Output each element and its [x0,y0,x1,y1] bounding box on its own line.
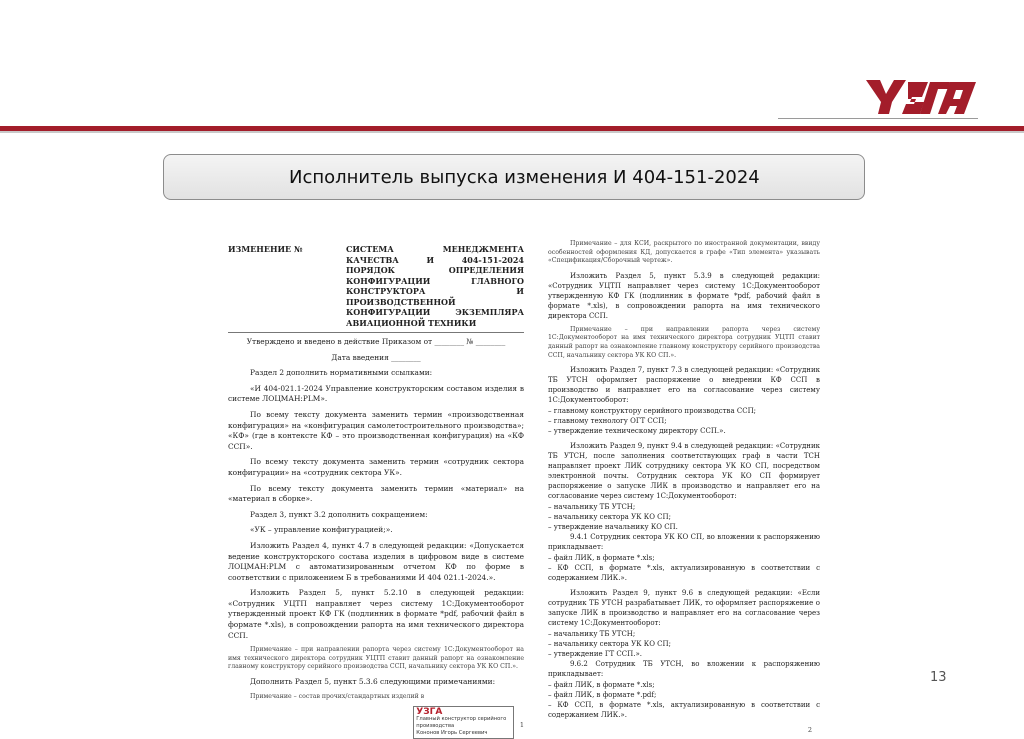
list-item: – КФ ССП, в формате *.xls, актуализированную в соответствии с содержанием ЛИК.». [548,701,820,720]
document-title: СИСТЕМА МЕНЕДЖМЕНТА КАЧЕСТВА И 404-151-2024 ПОРЯДОК ОПРЕДЕЛЕНИЯ КОНФИГУРАЦИИ ГЛАВНОГО КОНСТРУКТОРА И ПРОИЗВОДСТВЕННОЙ КОНФИГУРАЦИИ ЭКЗЕМПЛЯРА АВИАЦИОННОЙ ТЕХНИКИ [346,244,524,328]
paragraph: 9.4.1 Сотрудник сектора УК КО СП, во вложении к распоряжению прикладывает: [548,533,820,552]
list-item: – утверждение ГТ ССП.». [548,650,642,659]
paragraph: По всему тексту документа заменить термин «сотрудник сектора конфигурации» на «сотрудник сектора УК». [228,457,524,477]
note: Примечание – для КСИ, раскрытого по иностранной документации, ввиду особенностей оформления КД, допускается в графе «Тип элемента» указывать «Спецификация/Сборочный чертеж». [548,240,820,265]
note: Примечание – состав прочих/стандартных изделий в [250,692,425,700]
paragraph: 9.6.2 Сотрудник ТБ УТСН, во вложении к распоряжению прикладывает: [548,660,820,679]
slide-title-box [163,154,865,200]
list-item: – утверждение техническому директору ССП.». [548,427,726,436]
change-number-label: ИЗМЕНЕНИЕ № [228,244,303,254]
paragraph: Изложить Раздел 9, пункт 9.6 в следующей редакции: «Если сотрудник ТБ УТСН разрабатывает ЛИК, то оформляет распоряжение о запуске ЛИК в производство и направляет его на согласование через систему 1С:Документооборот: [548,589,820,628]
list-item: – начальнику ТБ УТСН; [548,503,636,512]
paragraph: Изложить Раздел 9, пункт 9.4 в следующей редакции: «Сотрудник ТБ УТСН, после заполнения соответствующих граф в части ТСН направляет проект ЛИК сотруднику сектора УК КО СП, посредством электронной почты. Сотрудник сектора УК КО СП формирует распоряжение о запуске ЛИК в производство и направляет его на согласование через систему 1С:Документооборот: [548,442,820,501]
header-divider [228,332,524,333]
signature-stamp [228,706,524,739]
logo-underline [778,118,978,119]
stamp-logo: УЗГА [416,707,443,718]
list-item: – начальнику сектора УК КО СП; [548,640,671,649]
paragraph: Дополнить Раздел 5, пункт 5.3.6 следующими примечаниями: [250,677,496,687]
paragraph: Изложить Раздел 5, пункт 5.2.10 в следующей редакции: «Сотрудник УЦТП направляет через систему 1С:Документооборот утвержденный проект КФ ГК (подлинник в формате *pdf, рабочий файл в формате *.xls), в сопровождении рапорта на имя технического директора ССП. [228,588,524,640]
date-line: Дата введения ________ [331,352,421,362]
sheet-number: 2 [807,726,812,735]
paragraph: Изложить Раздел 5, пункт 5.3.9 в следующей редакции: «Сотрудник УЦТП направляет через систему 1С:Документооборот утвержденную КФ ГК (подлинник в формате *pdf, рабочий файл в формате *.xls), в сопровождении рапорта на имя технического директора ССП. [548,271,820,320]
stamp-box [413,706,514,739]
list-item: – файл ЛИК, в формате *.pdf; [548,691,657,700]
paragraph: По всему тексту документа заменить термин «производственная конфигурация» на «конфигурация самолетостроительного производства»; «КФ» (где в контексте КФ – это производственная конфигурация) на «КФ ССП». [228,409,524,451]
list-item: – файл ЛИК, в формате *.xls; [548,681,655,690]
paragraph: Изложить Раздел 7, пункт 7.3 в следующей редакции: «Сотрудник ТБ УТСН оформляет распоряжение о внедрении КФ ССП в производство и направляет его на согласование через систему 1С:Документооборот: [548,366,820,405]
company-logo [866,80,978,114]
document-header [228,244,524,328]
paragraph: Изложить Раздел 4, пункт 4.7 в следующей редакции: «Допускается ведение конструкторского состава изделия в цифровом виде в системе ЛОЦМАН:PLM с автоматизированным отчетом КФ по форме в соответствии с приложением Б в требованиями И 404 021.1-2024.». [228,540,524,582]
paragraph: По всему тексту документа заменить термин «материал» на «материал в сборке». [228,483,524,504]
note: Примечание – при направлении рапорта через систему 1С:Документооборот на имя технического директора сотрудник УЦТП ставит данный рапорт на ознакомление главному конструктору серийного производства ССП, начальнику сектора УК КО СП.». [548,325,820,359]
slide-title: Исполнитель выпуска изменения И 404-151-2024 [289,166,760,188]
paragraph: «УК – управление конфигурацией;». [250,525,393,535]
approval-line: Утверждено и введено в действие Приказом от ________ № ________ [246,337,506,346]
list-item: – главному технологу ОГТ ССП; [548,417,667,426]
note: Примечание – при направлении рапорта через систему 1С:Документооборот на имя технического директора сотрудник УЦТП ставит данный рапорт на ознакомление главному конструктору серийного производства ССП, начальнику сектора УК КО СП.». [228,646,524,671]
list-item: – утверждение начальнику КО СП. [548,523,678,532]
list-item: – КФ ССП, в формате *.xls, актуализированную в соответствии с содержанием ЛИК.». [548,564,820,583]
paragraph: Раздел 2 дополнить нормативными ссылками: [250,368,433,378]
list-item: – главному конструктору серийного производства ССП; [548,407,757,416]
list-item: – начальнику сектора УК КО СП; [548,513,671,522]
paragraph: Раздел 3, пункт 3.2 дополнить сокращением: [250,509,428,519]
document-page-left [228,244,524,739]
stamp-line: Кононов Игорь Сергеевич [416,729,488,736]
stamp-line: Главный конструктор серийного [416,716,507,723]
stamp-line: производства [416,722,455,729]
document-page-right [548,240,820,735]
sheet-number-row [548,725,820,735]
slide-page-number: 13 [930,670,947,685]
list-item: – файл ЛИК, в формате *.xls; [548,554,655,563]
sheet-number: 1 [519,721,524,730]
list-item: – начальнику ТБ УТСН; [548,630,636,639]
header-grey-band [0,131,1024,133]
paragraph: «И 404-021.1-2024 Управление конструкторским составом изделия в системе ЛОЦМАН:PLM». [228,383,524,404]
